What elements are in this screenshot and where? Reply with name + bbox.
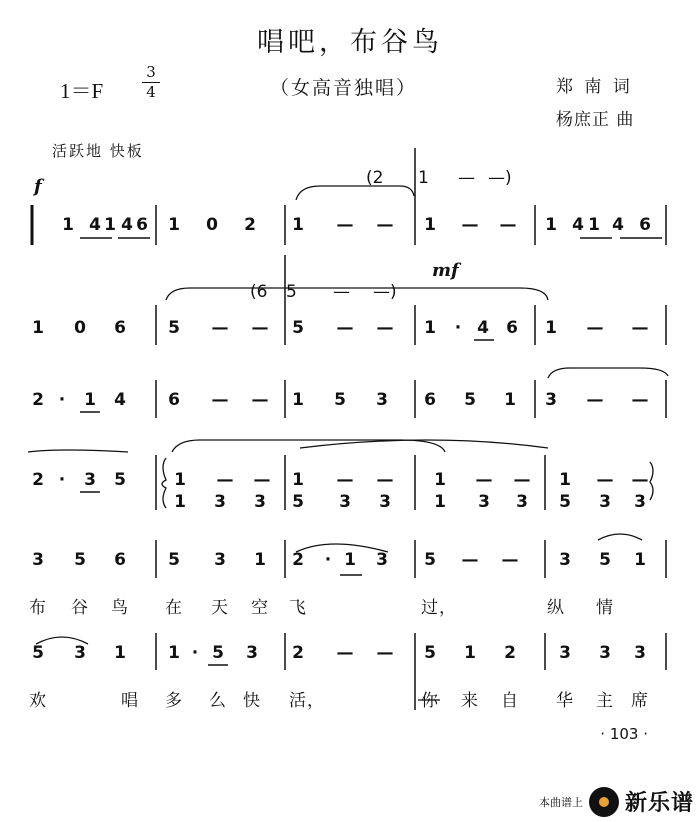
cue-note: —) [488, 168, 512, 188]
lyric-syllable: 天 [211, 598, 229, 618]
lower-voice-note: 5 [292, 492, 304, 512]
note: 2 [32, 470, 44, 490]
note: — [376, 318, 394, 338]
note: — [376, 470, 394, 490]
note: 3 [376, 550, 388, 570]
note: · [191, 643, 199, 663]
note: 3 [32, 550, 44, 570]
note: — [631, 318, 649, 338]
note: 5 [292, 318, 304, 338]
note: 5 [168, 318, 180, 338]
note: 1 [292, 470, 304, 490]
note: 4 [612, 215, 624, 235]
note: · [454, 318, 462, 338]
note: · [324, 550, 332, 570]
note: 3 [599, 643, 611, 663]
note: 4 [114, 390, 126, 410]
tie [548, 368, 668, 378]
note: 3 [214, 550, 226, 570]
note: — [251, 390, 269, 410]
lower-voice-note: 3 [254, 492, 266, 512]
note: — [376, 643, 394, 663]
note: 1 [464, 643, 476, 663]
note: 4 [477, 318, 489, 338]
note: — [211, 390, 229, 410]
lyric-syllable: 来 [461, 691, 479, 711]
song-title: 唱吧，布谷鸟 [257, 27, 443, 58]
cue-note: 1 [418, 168, 429, 188]
note: — [336, 215, 354, 235]
lower-voice-note: 3 [339, 492, 351, 512]
cue-note: — [333, 282, 350, 302]
note: — [336, 470, 354, 490]
tempo-marking: 活跃地 快板 [52, 142, 144, 160]
note: 5 [334, 390, 346, 410]
dynamic-mezzo-forte: mf [432, 260, 459, 281]
tie [166, 288, 548, 300]
lyric-syllable: 飞 [289, 598, 307, 618]
cue-note: — [458, 168, 475, 188]
note: 1 [84, 390, 96, 410]
lower-voice-note: 3 [516, 492, 528, 512]
note: 1 [32, 318, 44, 338]
cue-note: —) [373, 282, 397, 302]
note: — [631, 390, 649, 410]
note: — [501, 550, 519, 570]
note: 3 [545, 390, 557, 410]
note: — [216, 470, 234, 490]
note: 1 [174, 470, 186, 490]
lyric-syllable: 席 [631, 691, 649, 711]
note: 6 [168, 390, 180, 410]
note: 6 [506, 318, 518, 338]
note: 4 [89, 215, 101, 235]
note: 6 [424, 390, 436, 410]
note: 1 [434, 470, 446, 490]
note: 5 [424, 643, 436, 663]
note: 6 [114, 550, 126, 570]
lyric-syllable: 快 [243, 691, 261, 711]
note: — [631, 470, 649, 490]
note: 1 [504, 390, 516, 410]
note: 2 [504, 643, 516, 663]
note: 4 [121, 215, 133, 235]
note: 5 [599, 550, 611, 570]
lower-voice-note: 5 [559, 492, 571, 512]
lower-voice-note: 1 [174, 492, 186, 512]
note: · [58, 390, 66, 410]
composer-credit: 杨庶正 曲 [556, 110, 635, 130]
tie [28, 450, 128, 452]
lyric-syllable: 你 [421, 691, 439, 711]
watermark-logo [539, 786, 694, 817]
lower-voice-note: 3 [214, 492, 226, 512]
lyric-syllable: 唱 [121, 691, 139, 711]
watermark-brand: 新乐谱 [624, 791, 694, 816]
note: 2 [244, 215, 256, 235]
lower-voice-note: 3 [634, 492, 646, 512]
lyric-syllable: 鸟 [111, 598, 129, 618]
lower-voice-note: 3 [379, 492, 391, 512]
tie [296, 186, 414, 200]
note: 3 [559, 550, 571, 570]
lyric-syllable: 情 [596, 598, 614, 618]
note: 1 [254, 550, 266, 570]
lyric-syllable: 自 [501, 691, 519, 711]
note: 1 [545, 215, 557, 235]
note: 6 [136, 215, 148, 235]
note: — [461, 215, 479, 235]
note: — [596, 470, 614, 490]
note: — [211, 318, 229, 338]
slur [36, 637, 88, 644]
note: — [251, 318, 269, 338]
note: 1 [559, 470, 571, 490]
note: 5 [464, 390, 476, 410]
note: — [336, 318, 354, 338]
lyric-syllable: 主 [596, 691, 614, 711]
note: 3 [84, 470, 96, 490]
lower-voice-note: 1 [434, 492, 446, 512]
note: 1 [114, 643, 126, 663]
note: — [253, 470, 271, 490]
note: 5 [168, 550, 180, 570]
note: 3 [74, 643, 86, 663]
note: 1 [424, 318, 436, 338]
note: 5 [74, 550, 86, 570]
lyric-syllable: 空 [251, 598, 269, 618]
lower-voice-note: 3 [599, 492, 611, 512]
note: — [376, 215, 394, 235]
lyric-syllable: 过， [421, 598, 457, 618]
note: 3 [634, 643, 646, 663]
note: 5 [32, 643, 44, 663]
page-number: · 103 · [600, 725, 648, 743]
note: 5 [114, 470, 126, 490]
note: 0 [74, 318, 86, 338]
note: 2 [292, 643, 304, 663]
cue-note: 5 [286, 282, 297, 302]
lyric-syllable: 活， [289, 691, 325, 711]
cue-note: (2 [366, 168, 384, 188]
note: — [586, 318, 604, 338]
note: 1 [292, 215, 304, 235]
slur [598, 534, 642, 540]
time-signature: 3 4 [142, 64, 160, 101]
note: — [475, 470, 493, 490]
note: 1 [168, 215, 180, 235]
note: 1 [104, 215, 116, 235]
lyric-syllable: 在 [165, 598, 183, 618]
note: — [586, 390, 604, 410]
note: 3 [376, 390, 388, 410]
note: 3 [246, 643, 258, 663]
note: 2 [292, 550, 304, 570]
note: 1 [292, 390, 304, 410]
lyric-syllable: 么 [209, 691, 227, 711]
watermark-prefix: 本曲谱上 [538, 795, 583, 809]
note: 1 [62, 215, 74, 235]
lyricist-credit: 郑 南 词 [556, 77, 633, 97]
note: 5 [212, 643, 224, 663]
note: — [513, 470, 531, 490]
note: — [499, 215, 517, 235]
lyric-syllable: 欢 [29, 691, 47, 711]
note: 1 [545, 318, 557, 338]
note: 6 [639, 215, 651, 235]
note: — [336, 643, 354, 663]
cue-note: (6 [250, 282, 268, 302]
note: — [461, 550, 479, 570]
note: 3 [559, 643, 571, 663]
lyric-syllable: 谷 [71, 598, 89, 618]
record-disc-icon [589, 787, 619, 817]
lyric-syllable: 布 [29, 598, 47, 618]
note: 1 [588, 215, 600, 235]
note: 1 [424, 215, 436, 235]
note: 1 [634, 550, 646, 570]
note: 5 [424, 550, 436, 570]
lyric-syllable: 华 [556, 691, 574, 711]
note: 2 [32, 390, 44, 410]
note: 6 [114, 318, 126, 338]
tie [172, 440, 445, 452]
note: 0 [206, 215, 218, 235]
note: 4 [572, 215, 584, 235]
lower-voice-note: 3 [478, 492, 490, 512]
subtitle: （女高音独唱） [270, 77, 418, 99]
note: 1 [344, 550, 356, 570]
lyric-syllable: 纵 [547, 598, 565, 618]
note: · [58, 470, 66, 490]
lyric-syllable: 多 [165, 691, 183, 711]
key-signature: 1＝F [60, 79, 104, 103]
note: 1 [168, 643, 180, 663]
slur [296, 544, 388, 552]
dynamic-forte: f [34, 176, 42, 197]
